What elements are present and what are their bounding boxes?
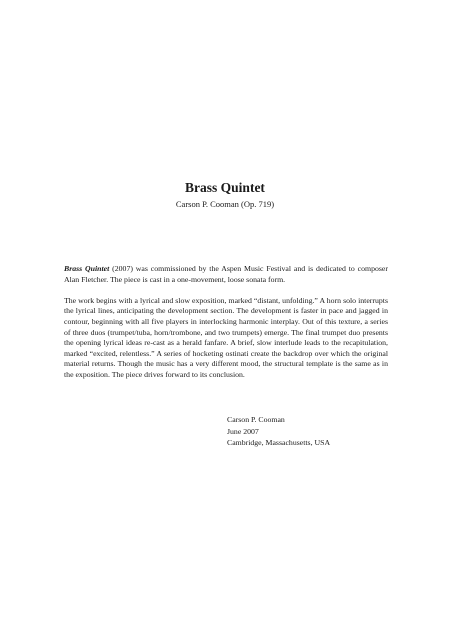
signature-date: June 2007 bbox=[227, 426, 259, 436]
composer-subtitle: Carson P. Cooman (Op. 719) bbox=[175, 199, 275, 209]
signature-name: Carson P. Cooman bbox=[227, 415, 285, 424]
program-notes bbox=[64, 264, 388, 391]
paragraph-intro-text: (2007) was commissioned by the Aspen Music Festival and is dedicated to composer Alan Fletcher. The piece is cast in a one-movement, loose sonata form. bbox=[64, 264, 388, 284]
signature-place: Cambridge, Massachusetts, USA bbox=[227, 438, 331, 447]
signature-block bbox=[227, 414, 330, 449]
paragraph-intro bbox=[64, 264, 388, 285]
paragraph-description: The work begins with a lyrical and slow exposition, marked “distant, unfolding.” A horn solo interrupts the lyrical lines, anticipating the development section. The development is faster in pace and jagged in contour, beginning with all five players in interlocking harmonic interplay. Out of this texture, a series of three duos (trumpet/tuba, horn/trombone, and two trumpets) emerge. The final trumpet duo presents the opening lyrical ideas re-cast as a herald fanfare. A brief, slow interlude leads to the recapitulation, marked “excited, relentless.” A series of hocketing ostinati create the backdrop over which the original material returns. Though the music has a very different mood, the structural template is the same as in the exposition. The piece drives forward to its conclusion. bbox=[64, 295, 388, 379]
work-title-inline: Brass Quintet bbox=[64, 264, 110, 273]
page-title: Brass Quintet bbox=[185, 180, 265, 195]
